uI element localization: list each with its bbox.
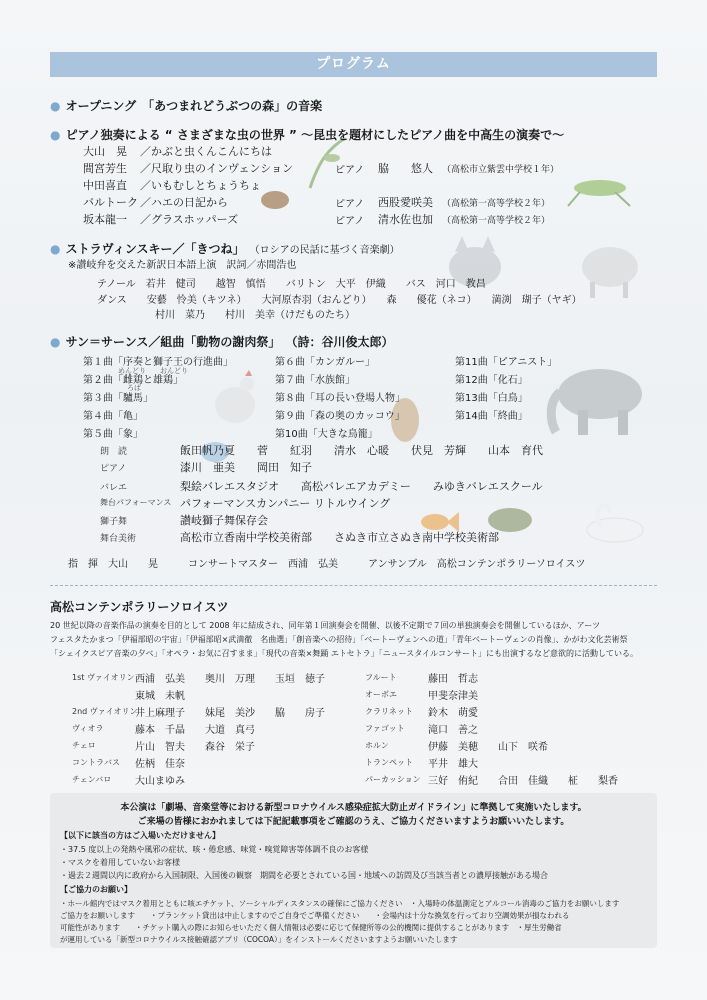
piano-performer: 脇 悠人 (378, 162, 433, 175)
notice-item: ご協力をお願いします ・プランケット貸出は中止しますのでご自身でご準備ください ・会場内は十分な換気を行っており空調効果が損なわれる (60, 911, 570, 920)
section-divider (50, 585, 657, 586)
piano-composer: 大山 晃 (83, 145, 127, 158)
member-names: 藤田 哲志 (428, 674, 478, 685)
credit-names: 漆川 亜美 岡田 知子 (180, 461, 312, 474)
movement-item: 第３曲「驢馬」 (83, 393, 153, 404)
member-names: 西浦 弘美 奥川 万理 玉垣 徳子 (135, 674, 325, 685)
member-names: 伊藤 美穂 山下 咲希 (428, 742, 548, 753)
movement-item: 第７曲「水族館」 (275, 375, 355, 386)
piano-piece: ／いもむしとちょうちょ (140, 179, 261, 192)
piano-title: ピアノ独奏による “ さまざまな虫の世界 ” ～昆虫を題材にしたピアノ曲を中高生の演奏で～ (65, 128, 565, 142)
piano-composer: 中田喜直 (83, 179, 127, 192)
notice-headline-2: ご来場の皆様におかれましては下記記載事項をご確認のうえ、ご協力くださいますようお願いいたします。 (137, 817, 570, 827)
stravinsky-note: ※讃岐弁を交えた新訳日本語上演 訳詞／赤間浩也 (68, 260, 297, 271)
member-names: 三好 侑紀 合田 佳織 柾 梨香 (428, 776, 618, 787)
saint-saens-subtitle: （詩：谷川俊太郎） (285, 335, 394, 349)
member-names: 鈴木 萌愛 (428, 708, 478, 719)
member-names: 藤本 千晶 大道 真弓 (135, 725, 255, 736)
credit-role: 舞台パフォーマンス (100, 498, 172, 507)
ruby-mendori: めんどり (118, 367, 146, 375)
movement-item: 第８曲「耳の長い登場人物」 (275, 393, 405, 404)
piano-instrument: ピアノ (335, 199, 365, 210)
ensemble-desc-3: 「シェイクスピア音楽の夕べ」「オペラ・お気に召すまま」「現代の音楽×舞踊 エトセトラ」「ニュースタイルコンサート」にも出演するなど意欲的に活動している。 (50, 649, 639, 658)
credit-role: バレエ (100, 483, 128, 493)
member-names: 甲斐奈津美 (428, 691, 478, 702)
piano-piece: ／ハエの日記から (140, 196, 228, 209)
member-part: トランペット (365, 758, 413, 767)
stravinsky-cast-2: ダンス 安藝 怜美（キツネ） 大河原杏羽（おんどり） 森 優花（ネコ） 満渕 瑚子（ヤギ） (97, 295, 582, 306)
member-names: 佐柄 佳奈 (135, 759, 185, 770)
member-part: クラリネット (365, 707, 413, 716)
movement-item: 第11曲「ピアニスト」 (455, 357, 558, 368)
piano-instrument: ピアノ (335, 216, 365, 227)
piano-composer: 間宮芳生 (83, 162, 127, 175)
piano-composer: 坂本龍一 (83, 213, 127, 226)
stravinsky-title: ストラヴィンスキー／「きつね」 (65, 242, 245, 256)
member-names: 井上麻理子 妹尾 美沙 脇 房子 (135, 708, 325, 719)
movement-item: 第６曲「カンガルー」 (275, 357, 375, 368)
stravinsky-heading (50, 238, 400, 257)
member-names: 東城 未帆 (135, 691, 185, 702)
notice-sub-1: 【以下に該当の方はご入場いただけません】 (60, 831, 220, 840)
ensemble-desc-2: フェスタたかまつ「伊福部昭の宇宙」「伊福部昭×武満徹 名曲選」「創音楽への招待」「ベートーヴェンへの道」「青年ベートーヴェンの肖像」、かがわ文化芸術祭 (50, 635, 628, 644)
movement-item: 第５曲「象」 (83, 429, 143, 440)
goat-icon (575, 232, 645, 302)
credit-names: 梨絵バレエスタジオ 高松バレエアカデミー みゆきバレエスクール (180, 480, 543, 493)
ensemble-desc-1: 20 世紀以降の音楽作品の演奏を目的として 2008 年に結成され、同年第１回演奏会を開催、以後不定期で７回の単独演奏会を開催しているほか、アーツ (50, 621, 601, 630)
piano-performer: 清水佐也加 (378, 213, 433, 226)
member-part: パーカッション (365, 775, 421, 784)
member-names: 片山 智夫 森谷 栄子 (135, 742, 255, 753)
member-names: 平井 雄大 (428, 759, 478, 770)
member-part: ホルン (365, 741, 389, 750)
notice-item: ・37.5 度以上の発熱や風邪の症状、咳・倦怠感、味覚・嗅覚障害等体調不良のお客様 (60, 845, 369, 854)
piano-school: （高松市立紫雲中学校１年） (442, 165, 560, 175)
movement-item: 第13曲「白鳥」 (455, 393, 528, 404)
movement-item: 第12曲「化石」 (455, 375, 528, 386)
member-part: ファゴット (365, 724, 405, 733)
saint-saens-heading (50, 331, 394, 350)
notice-sub-2: 【ご協力のお願い】 (60, 885, 132, 894)
piano-school: （高松第一高等学校２年） (442, 199, 551, 209)
notice-item: ・ホール館内ではマスク着用とともに咳エチケット、ソーシャルディスタンスの確保にご協力ください ・入場時の体温測定とアルコール消毒のご協力をお願いします (60, 899, 620, 908)
bullet-icon: ● (50, 335, 61, 349)
member-names: 大山まゆみ (135, 776, 185, 787)
member-part: コントラバス (72, 758, 120, 767)
notice-item: ・マスクを着用していないお客様 (60, 858, 180, 867)
member-part: チェロ (72, 741, 96, 750)
member-part: 1st ヴァイオリン (72, 673, 135, 682)
piano-school: （高松第一高等学校２年） (442, 216, 551, 226)
credit-names: 飯田帆乃夏 菅 紅羽 清水 心暖 伏見 芳輝 山本 育代 (180, 444, 543, 457)
saint-saens-title: サン＝サーンス／組曲「動物の謝肉祭」 (65, 335, 281, 349)
movement-item: 第９曲「森の奥のカッコウ」 (275, 411, 405, 422)
piano-instrument: ピアノ (335, 165, 365, 176)
bullet-icon: ● (50, 128, 61, 142)
conductor-line: 指 揮 大山 晃 コンサートマスター 西浦 弘美 アンサンブル 高松コンテンポラリーソロイスツ (68, 559, 586, 570)
movement-item: 第14曲「終曲」 (455, 411, 528, 422)
movement-item: 第１曲「序奏と獅子王の行進曲」 (83, 357, 233, 368)
rooster-icon (205, 370, 265, 435)
movement-item: 第２曲「雌鶏と雄鶏」 (83, 375, 183, 386)
stravinsky-cast-3: 村川 菜乃 村川 美幸（けだものたち） (155, 310, 355, 321)
stravinsky-cast-1: テノール 若井 健司 越智 慎悟 バリトン 大平 伊織 バス 河口 教昌 (97, 279, 486, 290)
program-banner: プログラム (50, 52, 657, 77)
piano-heading (50, 124, 564, 143)
opening-heading (50, 95, 322, 114)
piano-performer: 西股愛咲美 (378, 196, 433, 209)
beetle-icon (255, 185, 295, 215)
piano-composer: バルトーク (83, 196, 138, 209)
credit-names: 讃岐獅子舞保存会 (180, 514, 268, 527)
movement-item: 第10曲「大きな鳥籠」 (275, 429, 378, 440)
notice-item: が運用している「新型コロナウイルス接触確認アプリ（COCOA）」をインストールくださいますようお願いいたします (60, 935, 458, 944)
piano-piece: ／グラスホッパーズ (140, 213, 239, 226)
stravinsky-subtitle: （ロシアの民話に基づく音楽劇） (249, 245, 400, 256)
credit-names: パフォーマンスカンパニー リトルウイング (180, 497, 391, 510)
notice-item: ・過去２週間以内に政府から入国制限、入国後の観察 期間を必要とされている国・地域への訪問及び当該当者との濃厚接触がある場合 (60, 871, 548, 880)
credit-role: 朗 読 (100, 447, 128, 457)
grasshopper-icon (560, 168, 640, 208)
member-part: チェンバロ (72, 775, 112, 784)
member-part: ヴィオラ (72, 724, 104, 733)
member-names: 滝口 善之 (428, 725, 478, 736)
notice-headline-1: 本公演は「劇場、音楽堂等における新型コロナウイルス感染症拡大防止ガイドライン」に準拠して実施いたします。 (120, 803, 587, 813)
bullet-icon: ● (50, 99, 61, 113)
credit-role: 舞台美術 (100, 534, 137, 544)
movement-item: 第４曲「亀」 (83, 411, 143, 422)
credit-role: 獅子舞 (100, 517, 128, 527)
credit-names: 高松市立香南中学校美術部 さぬき市立さぬき南中学校美術部 (180, 531, 499, 544)
credit-role: ピアノ (100, 464, 127, 474)
ensemble-title: 高松コンテンポラリーソロイスツ (50, 600, 229, 614)
piano-piece: ／かぶと虫くんこんにちは (140, 145, 272, 158)
ruby-roba: ろば (127, 384, 141, 392)
ruby-ondori: おんどり (160, 367, 188, 375)
swan-icon (580, 495, 650, 545)
elephant-icon (540, 362, 650, 437)
bullet-icon: ● (50, 242, 61, 256)
member-part: オーボエ (365, 690, 397, 699)
piano-piece: ／尺取り虫のインヴェンション (140, 162, 294, 175)
notice-item: 可能性があります ・チケット購入の際にお知らせいただく個人情報は必要に応じて保健所等の公的機関に提供することがあります ・厚生労働省 (60, 923, 562, 932)
opening-title: オープニング 「あつまれどうぶつの森」の音楽 (65, 99, 323, 113)
member-part: フルート (365, 673, 397, 682)
member-part: 2nd ヴァイオリン (72, 707, 138, 716)
